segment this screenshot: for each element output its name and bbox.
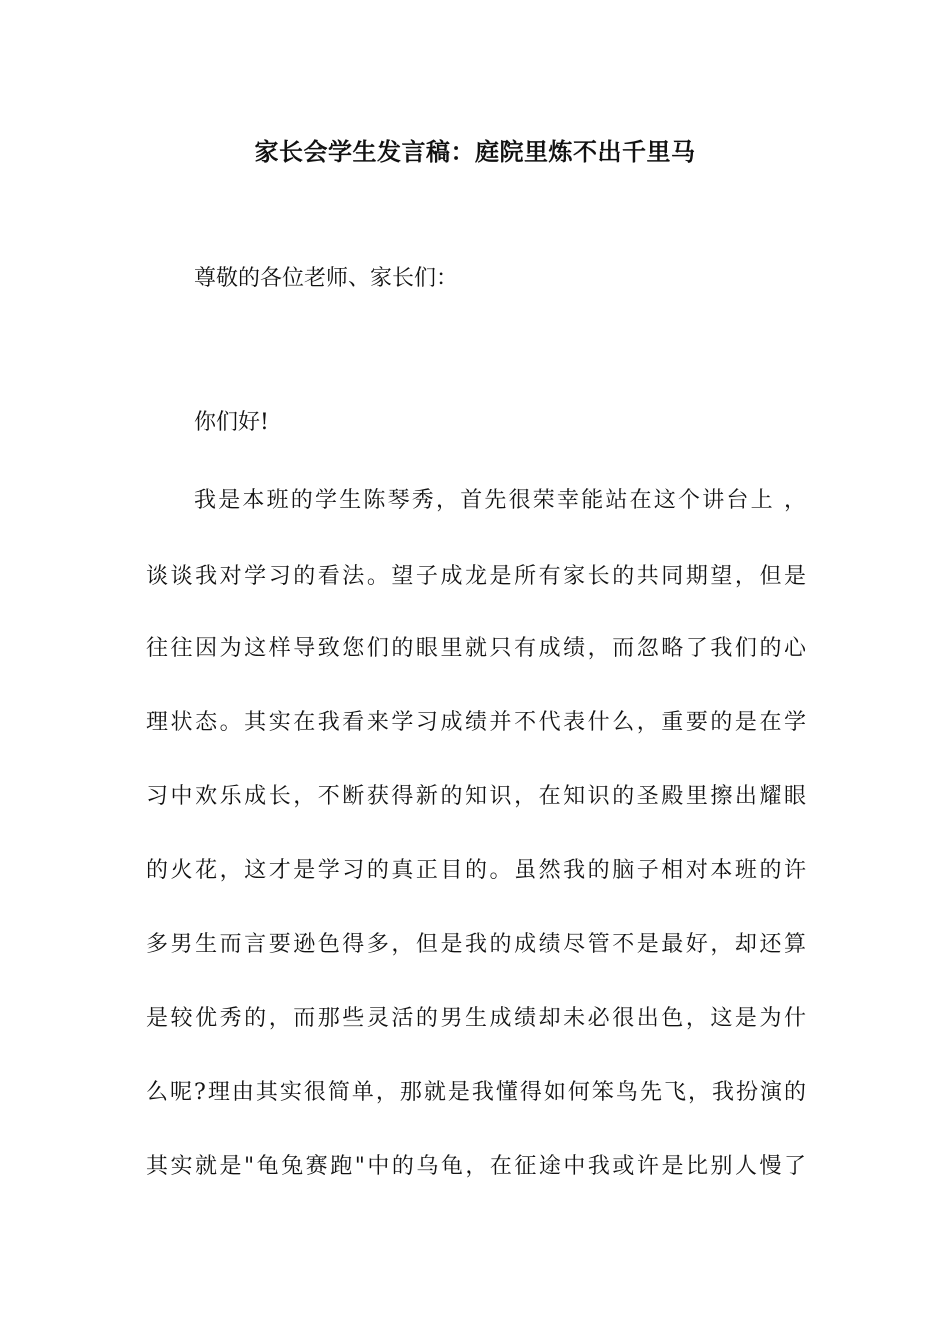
greeting-line: 尊敬的各位老师、家长们： xyxy=(194,266,459,291)
hello-line: 你们好! xyxy=(194,410,269,435)
paragraph-line: 理状态。其实在我看来学习成绩并不代表什么，重要的是在学 xyxy=(146,710,806,735)
paragraph-line: 的火花，这才是学习的真正目的。虽然我的脑子相对本班的许 xyxy=(146,858,806,883)
paragraph-line: 习中欢乐成长，不断获得新的知识，在知识的圣殿里擦出耀眼 xyxy=(146,784,806,809)
paragraph-line: 其实就是"龟兔赛跑"中的乌龟，在征途中我或许是比别人慢了 xyxy=(146,1154,806,1179)
paragraph-line: 我是本班的学生陈琴秀，首先很荣幸能站在这个讲台上 ， xyxy=(194,488,806,513)
paragraph-line: 多男生而言要逊色得多，但是我的成绩尽管不是最好，却还算 xyxy=(146,932,806,957)
document-title: 家长会学生发言稿：庭院里炼不出千里马 xyxy=(254,137,696,166)
paragraph-line: 是较优秀的，而那些灵活的男生成绩却未必很出色，这是为什 xyxy=(146,1006,806,1031)
paragraph-line: 谈谈我对学习的看法。望子成龙是所有家长的共同期望，但是 xyxy=(146,564,806,589)
paragraph-line: 往往因为这样导致您们的眼里就只有成绩，而忽略了我们的心 xyxy=(146,636,806,661)
paragraph-line: 么呢?理由其实很简单，那就是我懂得如何笨鸟先飞，我扮演的 xyxy=(146,1080,806,1105)
